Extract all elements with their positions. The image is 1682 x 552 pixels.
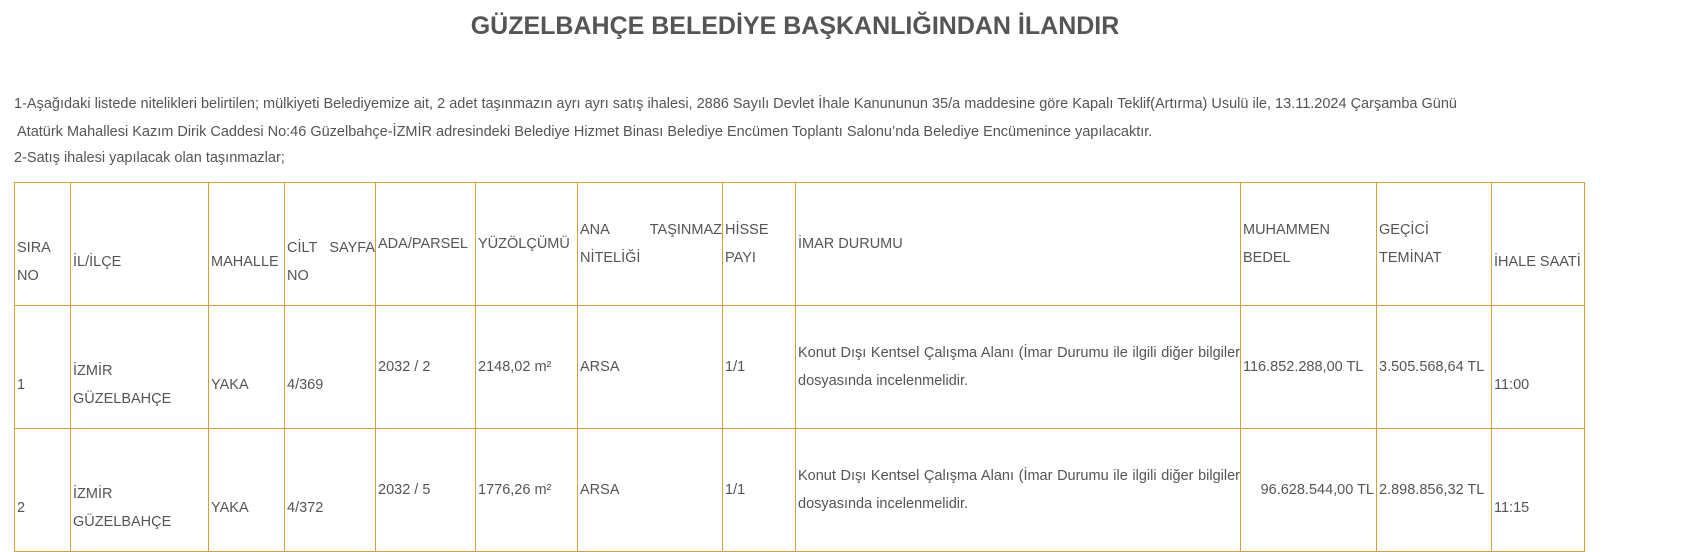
cell-mahalle: YAKA bbox=[209, 306, 285, 429]
header-gecici-teminat: GEÇİCİ TEMİNAT bbox=[1377, 183, 1492, 306]
header-ana-tasinmaz-niteligi: ANA TAŞINMAZ NİTELİĞİ bbox=[578, 183, 723, 306]
header-yuzolcumu: YÜZÖLÇÜMÜ bbox=[476, 183, 578, 306]
header-ada-parsel: ADA/PARSEL bbox=[376, 183, 476, 306]
cell-muhammen-bedel: 96.628.544,00 TL bbox=[1241, 429, 1377, 552]
cell-il-ilce: İZMİR GÜZELBAHÇE bbox=[71, 429, 209, 552]
table-row bbox=[15, 429, 1585, 552]
cell-ada-parsel: 2032 / 2 bbox=[376, 306, 476, 429]
header-muhammen-bedel: MUHAMMEN BEDEL bbox=[1241, 183, 1377, 306]
header-cilt-sayfa-no: CİLT SAYFA NO bbox=[285, 183, 376, 306]
table-header-row bbox=[15, 183, 1585, 306]
cell-nitelik: ARSA bbox=[578, 306, 723, 429]
cell-imar-durumu: Konut Dışı Kentsel Çalışma Alanı (İmar Durumu ile ilgili diğer bilgiler dosyasında incelenmelidir. bbox=[796, 429, 1241, 552]
header-mahalle: MAHALLE bbox=[209, 183, 285, 306]
cell-sira: 2 bbox=[15, 429, 71, 552]
cell-il-ilce: İZMİR GÜZELBAHÇE bbox=[71, 306, 209, 429]
page-title: GÜZELBAHÇE BELEDİYE BAŞKANLIĞINDAN İLANDIR bbox=[470, 12, 1120, 40]
cell-nitelik: ARSA bbox=[578, 429, 723, 552]
header-hisse-payi: HİSSE PAYI bbox=[723, 183, 796, 306]
announcement-paragraph-1-continued: Atatürk Mahallesi Kazım Dirik Caddesi No:46 Güzelbahçe-İZMİR adresindeki Belediye Hizmet Binası Belediye Encümen Toplantı Salonu’nda Belediye Encümenince yapılacaktır. bbox=[17, 124, 1153, 140]
cell-gecici-teminat: 2.898.856,32 TL bbox=[1377, 429, 1492, 552]
cell-muhammen-bedel: 116.852.288,00 TL bbox=[1241, 306, 1377, 429]
table-row bbox=[15, 306, 1585, 429]
cell-ihale-saati: 11:15 bbox=[1492, 429, 1585, 552]
cell-cilt-sayfa: 4/369 bbox=[285, 306, 376, 429]
announcement-paragraph-1: 1-Aşağıdaki listede nitelikleri belirtilen; mülkiyeti Belediyemize ait, 2 adet taşınmazın ayrı ayrı satış ihalesi, 2886 Sayılı Devlet İhale Kanununun 35/a maddesine göre Kapalı Teklif(Artırma) Usulü ile, 13.11.2024 Çarşamba Günü bbox=[14, 96, 1457, 112]
cell-cilt-sayfa: 4/372 bbox=[285, 429, 376, 552]
cell-gecici-teminat: 3.505.568,64 TL bbox=[1377, 306, 1492, 429]
cell-ada-parsel: 2032 / 5 bbox=[376, 429, 476, 552]
cell-sira: 1 bbox=[15, 306, 71, 429]
cell-hisse: 1/1 bbox=[723, 306, 796, 429]
cell-mahalle: YAKA bbox=[209, 429, 285, 552]
header-sira-no: SIRA NO bbox=[15, 183, 71, 306]
cell-imar-durumu: Konut Dışı Kentsel Çalışma Alanı (İmar Durumu ile ilgili diğer bilgiler dosyasında incelenmelidir. bbox=[796, 306, 1241, 429]
cell-yuzolcumu: 2148,02 m² bbox=[476, 306, 578, 429]
cell-yuzolcumu: 1776,26 m² bbox=[476, 429, 578, 552]
cell-hisse: 1/1 bbox=[723, 429, 796, 552]
property-table bbox=[14, 182, 1585, 552]
header-imar-durumu: İMAR DURUMU bbox=[796, 183, 1241, 306]
header-ihale-saati: İHALE SAATİ bbox=[1492, 183, 1585, 306]
header-il-ilce: İL/İLÇE bbox=[71, 183, 209, 306]
cell-ihale-saati: 11:00 bbox=[1492, 306, 1585, 429]
announcement-paragraph-2: 2-Satış ihalesi yapılacak olan taşınmazlar; bbox=[14, 150, 285, 166]
